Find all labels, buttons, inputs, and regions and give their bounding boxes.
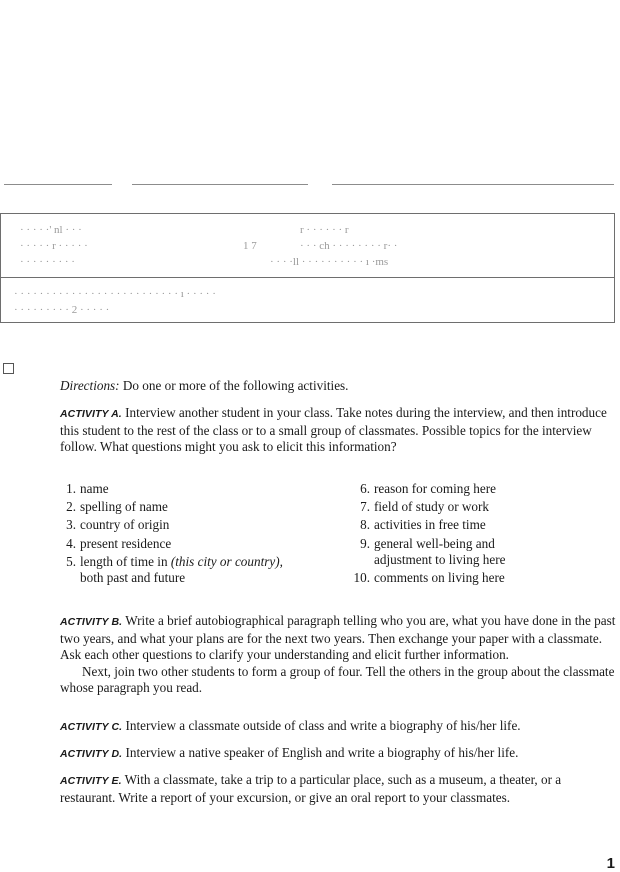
activity-b-label: ACTIVITY B.	[60, 616, 123, 628]
activity-d	[60, 745, 616, 763]
faded-text: · · · ·ll · · · · · · · · · · ı ·ms	[270, 256, 389, 268]
list-item-label: country of origin	[80, 517, 170, 533]
activity-d-text: Interview a native speaker of English and write a biography of his/her life.	[125, 745, 519, 760]
faded-text: · · · · · r · · · · ·	[20, 240, 88, 252]
list-item	[60, 535, 330, 553]
list-item-label-cont: adjustment to living here	[374, 551, 506, 567]
header-rule-right	[332, 184, 614, 185]
list-item-label-cont: both past and future	[80, 570, 186, 586]
header-rule-left	[4, 184, 112, 185]
faded-text: · · · · · · · · ·	[20, 256, 75, 268]
list-item-number: 10.	[353, 570, 370, 586]
list-item-label: activities in free time	[374, 517, 486, 533]
list-item-number: 3.	[66, 517, 76, 533]
list-item-label-pre: length of time in	[80, 553, 171, 569]
list-item	[60, 480, 330, 498]
list-item-number: 1.	[66, 481, 76, 496]
faded-text: · · · · · · · · · · · · · · · · · · · · · · · · · · ı · · · · ·	[14, 288, 216, 300]
activity-a	[60, 405, 616, 456]
faded-text: · · · ch · · · · · · · · r· ·	[300, 240, 398, 252]
header-rule-mid	[132, 184, 308, 185]
list-item-number: 2.	[66, 499, 76, 515]
list-item-label: name	[80, 481, 109, 496]
list-item-number: 8.	[360, 517, 370, 533]
faded-text: · · · · · · · · · 2 · · · · ·	[14, 304, 110, 316]
list-item-label: spelling of name	[80, 499, 168, 515]
activity-c-label: ACTIVITY C.	[60, 721, 123, 733]
activity-e	[60, 772, 616, 806]
list-item-number: 5.	[66, 553, 76, 569]
activity-b-text-2: Next, join two other students to form a group of four. Tell the others in the group about the classmate whose paragraph you read.	[60, 663, 615, 696]
list-item-number: 7.	[360, 499, 370, 515]
list-item-label-em: (this city or country),	[170, 553, 283, 569]
directions-label: Directions:	[60, 378, 120, 393]
activity-b-text: Write a brief autobiographical paragraph telling who you are, what you have done in the past two years, and what your plans are for the next two years. Then exchange your paper with a classmate. Ask each other questions to clarify your understanding and elicit further information.	[60, 613, 616, 663]
list-item-label: reason for coming here	[374, 481, 496, 496]
activity-c	[60, 718, 616, 736]
list-item-label: general well-being and	[374, 535, 495, 551]
activity-c-text: Interview a classmate outside of class and write a biography of his/her life.	[125, 718, 521, 733]
list-item-label: present residence	[80, 535, 172, 551]
topics-left-list	[60, 480, 330, 589]
list-item-number: 6.	[360, 481, 370, 496]
list-item	[348, 498, 616, 516]
list-item	[348, 571, 616, 589]
list-item	[60, 498, 330, 516]
faded-text: 1 7	[243, 240, 257, 252]
list-item-continuation	[60, 571, 330, 589]
topics-right-list	[348, 480, 616, 589]
activity-d-label: ACTIVITY D.	[60, 748, 123, 760]
section-checkbox	[3, 363, 14, 374]
directions	[60, 378, 616, 395]
list-item	[348, 480, 616, 498]
page-number: 1	[606, 855, 615, 872]
directions-text: Do one or more of the following activities.	[122, 378, 349, 393]
list-item	[60, 516, 330, 534]
list-item-number: 4.	[66, 535, 76, 551]
activity-b	[60, 613, 616, 697]
list-item-number: 9.	[360, 535, 370, 551]
faded-text: · · · · ·' nl · · ·	[20, 224, 82, 236]
faded-text: r · · · · · · r	[300, 224, 349, 236]
activity-a-label: ACTIVITY A.	[60, 408, 122, 420]
list-item-label: comments on living here	[374, 570, 505, 586]
activity-e-label: ACTIVITY E.	[60, 775, 122, 787]
list-item	[348, 516, 616, 534]
list-item-label: field of study or work	[374, 499, 490, 515]
activity-e-text: With a classmate, take a trip to a particular place, such as a museum, a theater, or a restaurant. Write a report of your excursion, or give an oral report to your classmates.	[60, 772, 562, 805]
activity-a-text: Interview another student in your class. Take notes during the interview, and then introduce this student to the rest of the class or to a small group of classmates. Possible topics for the interview follow. What questions might you ask to elicit this information?	[60, 405, 607, 455]
